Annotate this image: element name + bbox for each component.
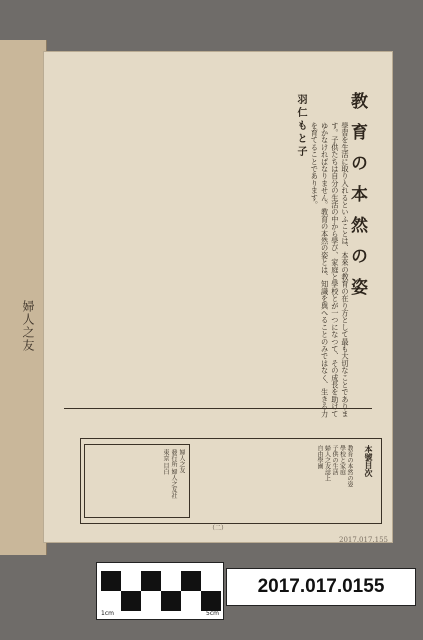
scale-bar <box>96 562 224 620</box>
section-divider <box>64 408 372 409</box>
toc-entry: 子供の生活 <box>331 445 338 475</box>
magazine-page <box>44 52 392 542</box>
article-author: 羽仁もと子 <box>295 94 306 159</box>
scale-square <box>141 571 161 591</box>
scale-square <box>101 571 121 591</box>
toc-entry: 自由學園 <box>316 445 323 469</box>
scale-square <box>161 591 181 611</box>
adjacent-page-edge <box>0 40 47 555</box>
article-body: 學習を生活に取り入れるといふことは、本來の教育の在り方として最も大切なことであります。子供たちは自分の生活の中から學び、家庭と學校とが一つになつて、その成長を助けてゆかなければなりません。教育の本然の姿とは、知識を與へることのみではなく、生きる力を育てることであります。 <box>310 122 350 418</box>
toc-heading: 本號目次 <box>364 445 374 477</box>
toc-entry: 學校と家庭 <box>338 445 346 475</box>
colophon-title: 婦人之友 <box>178 449 185 473</box>
scale-label-right: 5cm <box>206 610 219 617</box>
scale-square <box>181 571 201 591</box>
spine-label: 婦人之友 <box>21 300 35 352</box>
scale-square <box>121 591 141 611</box>
colophon-line: 東京 目白 <box>162 449 169 475</box>
article-title: 教育の本然の姿 <box>347 92 367 309</box>
toc-entry: 教育の本然の姿 <box>346 445 353 487</box>
colophon-box <box>84 444 190 518</box>
page-number: （二） <box>208 525 228 532</box>
handwritten-note: 2017.017.155 <box>339 536 388 544</box>
toc-list <box>203 445 353 519</box>
colophon-line: 發行所 婦人之友社 <box>170 449 177 499</box>
colophon-text <box>89 449 185 513</box>
accession-number-label: 2017.017.0155 <box>226 568 416 606</box>
scale-label-left: 1cm <box>101 610 114 617</box>
scale-square <box>201 591 221 611</box>
toc-entry: 婦人之友誌上 <box>323 445 331 481</box>
